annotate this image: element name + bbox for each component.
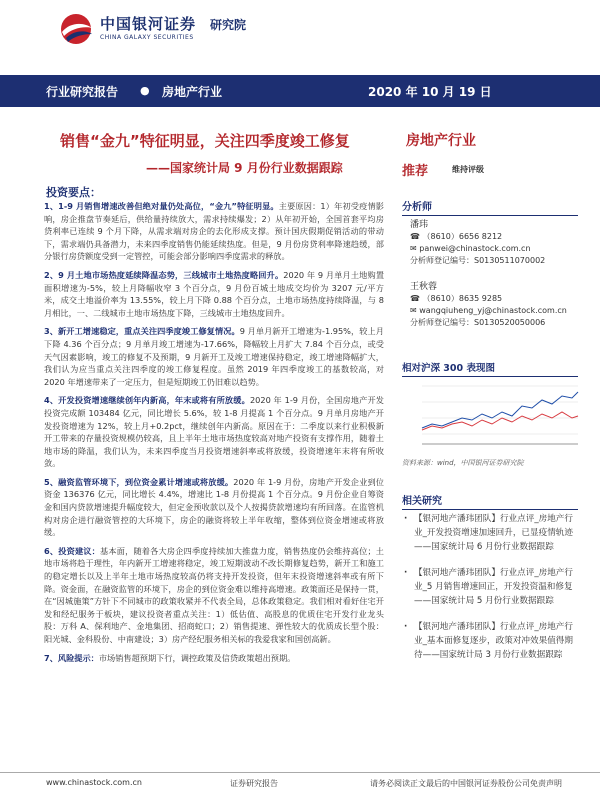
footer-disclaimer: 请务必阅读正文最后的中国银河证券股份公司免责声明	[370, 779, 562, 788]
key-point-body: 9 月单月新开工增速为-1.95%，较上月下降 4.36 个百分点；9 月单月竣工增速为-17.66%，降幅较上月扩大 7.84 个百分点，或受天气因素影响，竣工的修复不及预期，9 月新开工及竣工增速保持稳定，竣工增速降幅扩大，我们认为应当重点关注四季度的竣工修复程度。虽然 2019 年四季度竣工的基数较高，对 2020 年增速带来了一定压力，但是短期竣工仍旧难以趋势。	[44, 326, 384, 387]
analyst-card	[410, 219, 578, 267]
key-point-lead: 5、融资监管环境下，到位资金累计增速或将放缓。	[44, 476, 234, 487]
chart-title: 相对沪深 300 表现图	[402, 360, 578, 377]
key-point-lead: 1、1-9 月销售增速改善但绝对量仍处高位，“金九”特征明显。	[44, 201, 279, 211]
key-point-lead: 4、开发投资增速继续创年内新高，年末或将有所放缓。	[44, 395, 250, 406]
analyst-phone: ☎ （8610）8635 9285	[410, 294, 503, 303]
index-series-line	[422, 392, 578, 428]
logo-chinese-name: 中国银河证券	[100, 15, 197, 33]
rating-note: 维持评级	[452, 165, 484, 174]
related-research-item[interactable]: · 【银河地产潘玮团队】行业点评_房地产行业_开发投资增速加速回升，已显疫情轨迹——国家统计局 6 月份行业数据跟踪	[402, 512, 578, 554]
key-point-body: 主要原因：1）年初受疫情影响，房企推盘节奏延后，供给量持续放大，需求持续爆发；2）从年初开始，全国首套平均房贷利率已连续 9 个月下降，从需求端对房企的去化形成支撑。预计国庆假期促销活动的带动下，需求端仍具备潜力，未来四季度销售仍能延续热度。但是，9 月份房贷利率降速趋缓，部分银行房贷额度受到一定管控，可能会部分影响四季度需求的释放。	[44, 201, 384, 262]
key-point-body: 市场销售超预期下行，调控政策及信贷政策超出预期。	[98, 652, 296, 663]
analyst-name: 王秋蓉	[410, 282, 438, 292]
analyst-panel	[402, 198, 578, 329]
bar-separator: ●	[140, 84, 150, 97]
related-research-item[interactable]: · 【银河地产潘玮团队】行业点评_房地产行业_基本面修复逐步，政策对冲效果值得期待——国家统计局 3 月份行业数据跟踪	[402, 620, 578, 662]
report-info-bar	[0, 75, 600, 107]
key-points	[44, 200, 384, 670]
related-research-list	[402, 512, 578, 674]
analyst-cert: 分析师登记编号：S0130520050006	[410, 318, 546, 327]
report-type: 行业研究报告	[46, 85, 119, 99]
key-point	[44, 200, 384, 263]
related-research-title: 相关研究	[402, 492, 578, 510]
key-point-body: 2020 年 1-9 月份，全国房地产开发投资完成额 103484 亿元，同比增长 5.6%，较 1-8 月提高 1 个百分点。9 月单月房地产开发投资增速为 12%，较上月+0.2pct，继续创年内新高。原因在于：二季度以来行业积极新开工带来的存量投资规模仍较高，且上半年土地市场热度较高对地产投资有支撑作用，随着土地市场的降温，我们认为，未来四季度当月投资增速斜率或将放缓，投资增速年末将有所收敛。	[44, 395, 384, 469]
key-point-body: 2020 年 9 月单月土地购置面积增速为-5%，较上月降幅收窄 3 个百分点，9 月份百城土地成交均价为 3207 元/平方米，成交土地溢价率为 13.55%，较上月下降 0.88 个百分点，土地市场热度持续降温，与 8 月相比，一、二线城市土地市场热度下降，三线城市土地热度回升。	[44, 269, 385, 318]
analyst-card	[410, 281, 578, 329]
related-research-item[interactable]: · 【银河地产潘玮团队】行业点评_房地产行业_5 月销售增速回正，开发投资温和修复——国家统计局 5 月份行业数据跟踪	[402, 566, 578, 608]
rating: 推荐	[402, 164, 429, 179]
key-point	[44, 476, 384, 539]
key-points-title: 投资要点：	[46, 186, 101, 199]
key-point-lead: 7、风险提示：	[44, 652, 99, 663]
key-point	[44, 325, 384, 388]
key-point-lead: 2、9 月土地市场热度延续降温态势，三线城市土地热度略回升。	[44, 269, 284, 280]
key-point-body: 2020 年 1-9 月份，房地产开发企业到位资金 136376 亿元，同比增长 4.4%，增速比 1-8 月份提高 1 个百分点。9 月份企业自筹资金和国内贷款增速提升幅度较大，但定金预收款以及个人按揭贷款增速均有所回落。在监管机构对房企进行融资管控的大环境下，房企的融资将较上半年收缩，整体到位资金增速或将放缓。	[44, 476, 384, 538]
key-point	[44, 269, 384, 319]
chart-source: 资料来源：wind，中国银河证券研究院	[402, 459, 524, 467]
footer-divider	[0, 772, 600, 773]
footer-website[interactable]: www.chinastock.com.cn	[46, 778, 142, 787]
key-point-body: 基本面，随着各大房企四季度持续加大推盘力度，销售热度仍会维持高位；土地市场将趋于理性，年内新开工增速将稳定，竣工短期波动不改长期修复趋势，新开工和施工的稳定增长以及上半年土地市场热度较高仍将支持开发投资，但年末投资增速斜率或有所下降。资金面，在融资监管的环境下，房企的到位资金难以维持高增速。政策面还是保持一贯，在“因城施策”方针下不同城市的政策收紧并不代表全局，总体政策稳定。我们相对看好住宅开发和经纪服务于板块，建议投资者重点关注：1）低估值、高股息的优质住宅开发行业龙头股：万科 A、保利地产、金地集团、招商蛇口；2）销售提速、弹性较大的优质成长型个股：阳光城、金科股份、中南建设；3）房产经纪服务相关标的我爱我家和国创高新。	[44, 545, 384, 644]
report-date: 2020 年 10 月 19 日	[368, 85, 492, 99]
key-point-lead: 3、新开工增速稳定，重点关注四季度竣工修复情况。	[44, 326, 240, 337]
logo-department: 研究院	[210, 18, 247, 32]
report-subtitle: ——国家统计局 9 月份行业数据跟踪	[146, 161, 343, 175]
key-point-lead: 6、投资建议：	[44, 545, 101, 556]
sector-series-line	[422, 412, 578, 430]
analyst-cert: 分析师登记编号：S0130511070002	[410, 256, 546, 265]
key-point	[44, 652, 384, 665]
relative-performance-chart	[402, 378, 582, 450]
analyst-email[interactable]: ✉ panwei@chinastock.com.cn	[410, 244, 531, 253]
report-sector: 房地产行业	[162, 85, 223, 99]
analyst-phone: ☎ （8610）6656 8212	[410, 232, 503, 241]
chart-gridlines	[422, 386, 578, 444]
logo-english-name: CHINA GALAXY SECURITIES	[100, 34, 194, 41]
report-header	[0, 0, 600, 66]
analyst-name: 潘玮	[410, 220, 429, 230]
analyst-email[interactable]: ✉ wangqiuheng_yj@chinastock.com.cn	[410, 306, 567, 315]
key-point	[44, 545, 384, 646]
galaxy-logo-icon	[56, 12, 96, 46]
analyst-section-title: 分析师	[402, 198, 578, 216]
footer-center-text: 证券研究报告	[230, 779, 278, 788]
key-point	[44, 394, 384, 470]
report-title: 销售“金九”特征明显，关注四季度竣工修复	[60, 132, 350, 150]
sector-name: 房地产行业	[406, 133, 476, 149]
